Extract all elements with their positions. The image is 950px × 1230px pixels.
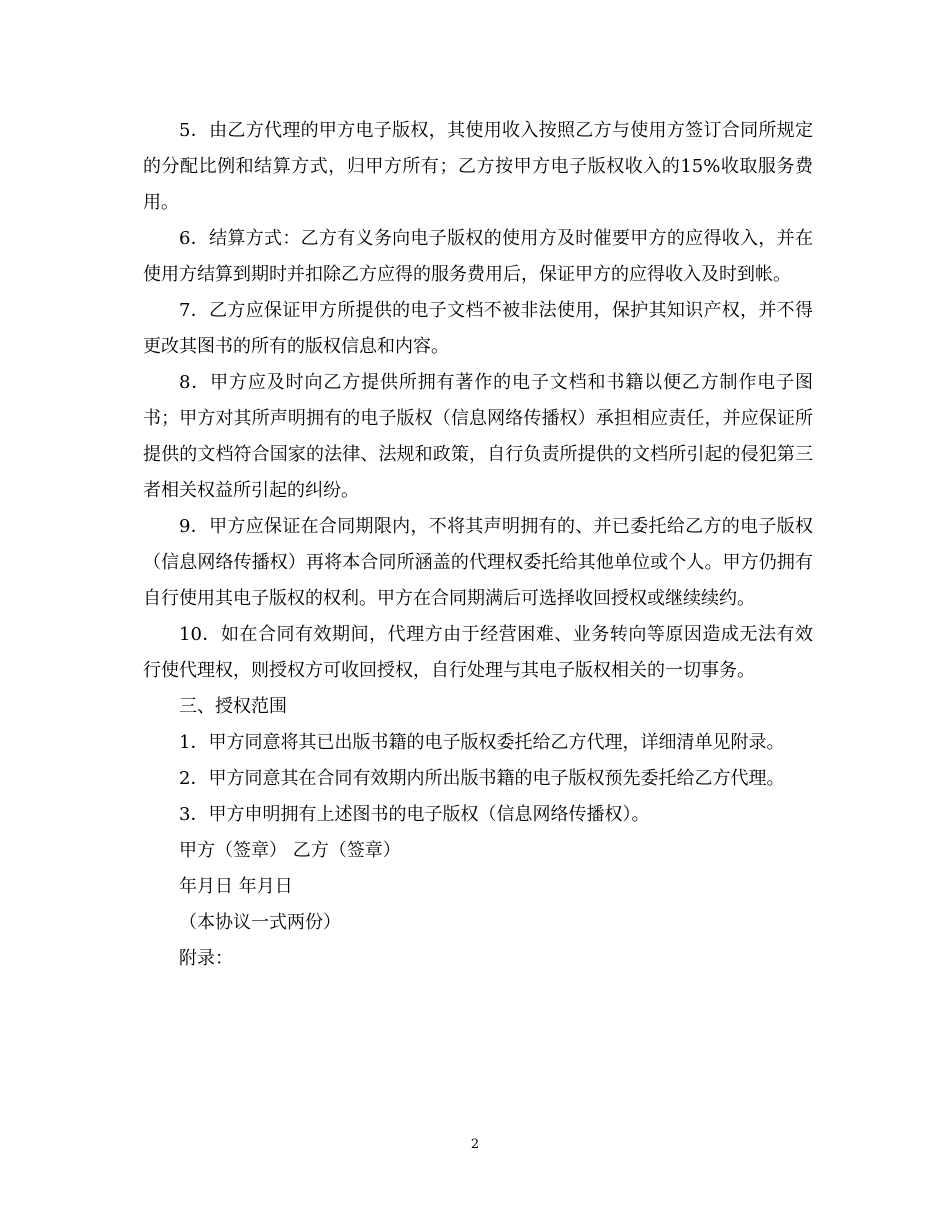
appendix-label: 附录： [179, 948, 233, 969]
scope-item-2: 2．甲方同意其在合同有效期内所出版书籍的电子版权预先委托给乙方代理。 [179, 768, 785, 789]
clause-6-paragraph: 6．结算方式：乙方有义务向电子版权的使用方及时催要甲方的应得收入，并在使用方结算到期时并扣除乙方应得的服务费用后，保证甲方的应得收入及时到帐。 [143, 228, 813, 285]
signature-line: 甲方（签章） 乙方（签章） [179, 840, 401, 861]
clause-9-paragraph: 9．甲方应保证在合同期限内，不将其声明拥有的、并已委托给乙方的电子版权（信息网络传播权）再将本合同所涵盖的代理权委托给其他单位或个人。甲方仍拥有自行使用其电子版权的权利。甲方在合同期满后可选择收回授权或继续续约。 [143, 516, 813, 609]
date-line: 年月日 年月日 [179, 876, 293, 897]
scope-item-3: 3．甲方申明拥有上述图书的电子版权（信息网络传播权）。 [179, 804, 650, 825]
section-heading-authorization-scope: 三、授权范围 [179, 696, 287, 717]
document-body [143, 113, 813, 977]
clause-5-paragraph: 5．由乙方代理的甲方电子版权，其使用收入按照乙方与使用方签订合同所规定的分配比例和结算方式，归甲方所有；乙方按甲方电子版权收入的15%收取服务费用。 [143, 120, 813, 213]
page-number: 2 [470, 1137, 480, 1152]
clause-7-paragraph: 7．乙方应保证甲方所提供的电子文档不被非法使用，保护其知识产权，并不得更改其图书的所有的版权信息和内容。 [143, 300, 813, 357]
clause-10-paragraph: 10．如在合同有效期间，代理方由于经营困难、业务转向等原因造成无法有效行使代理权，则授权方可收回授权，自行处理与其电子版权相关的一切事务。 [143, 624, 813, 681]
clause-8-paragraph: 8．甲方应及时向乙方提供所拥有著作的电子文档和书籍以便乙方制作电子图书；甲方对其所声明拥有的电子版权（信息网络传播权）承担相应责任，并应保证所提供的文档符合国家的法律、法规和政策，自行负责所提供的文档所引起的侵犯第三者相关权益所引起的纠纷。 [143, 372, 813, 501]
scope-item-1: 1．甲方同意将其已出版书籍的电子版权委托给乙方代理，详细清单见附录。 [179, 732, 785, 753]
copies-note: （本协议一式两份） [179, 912, 341, 933]
